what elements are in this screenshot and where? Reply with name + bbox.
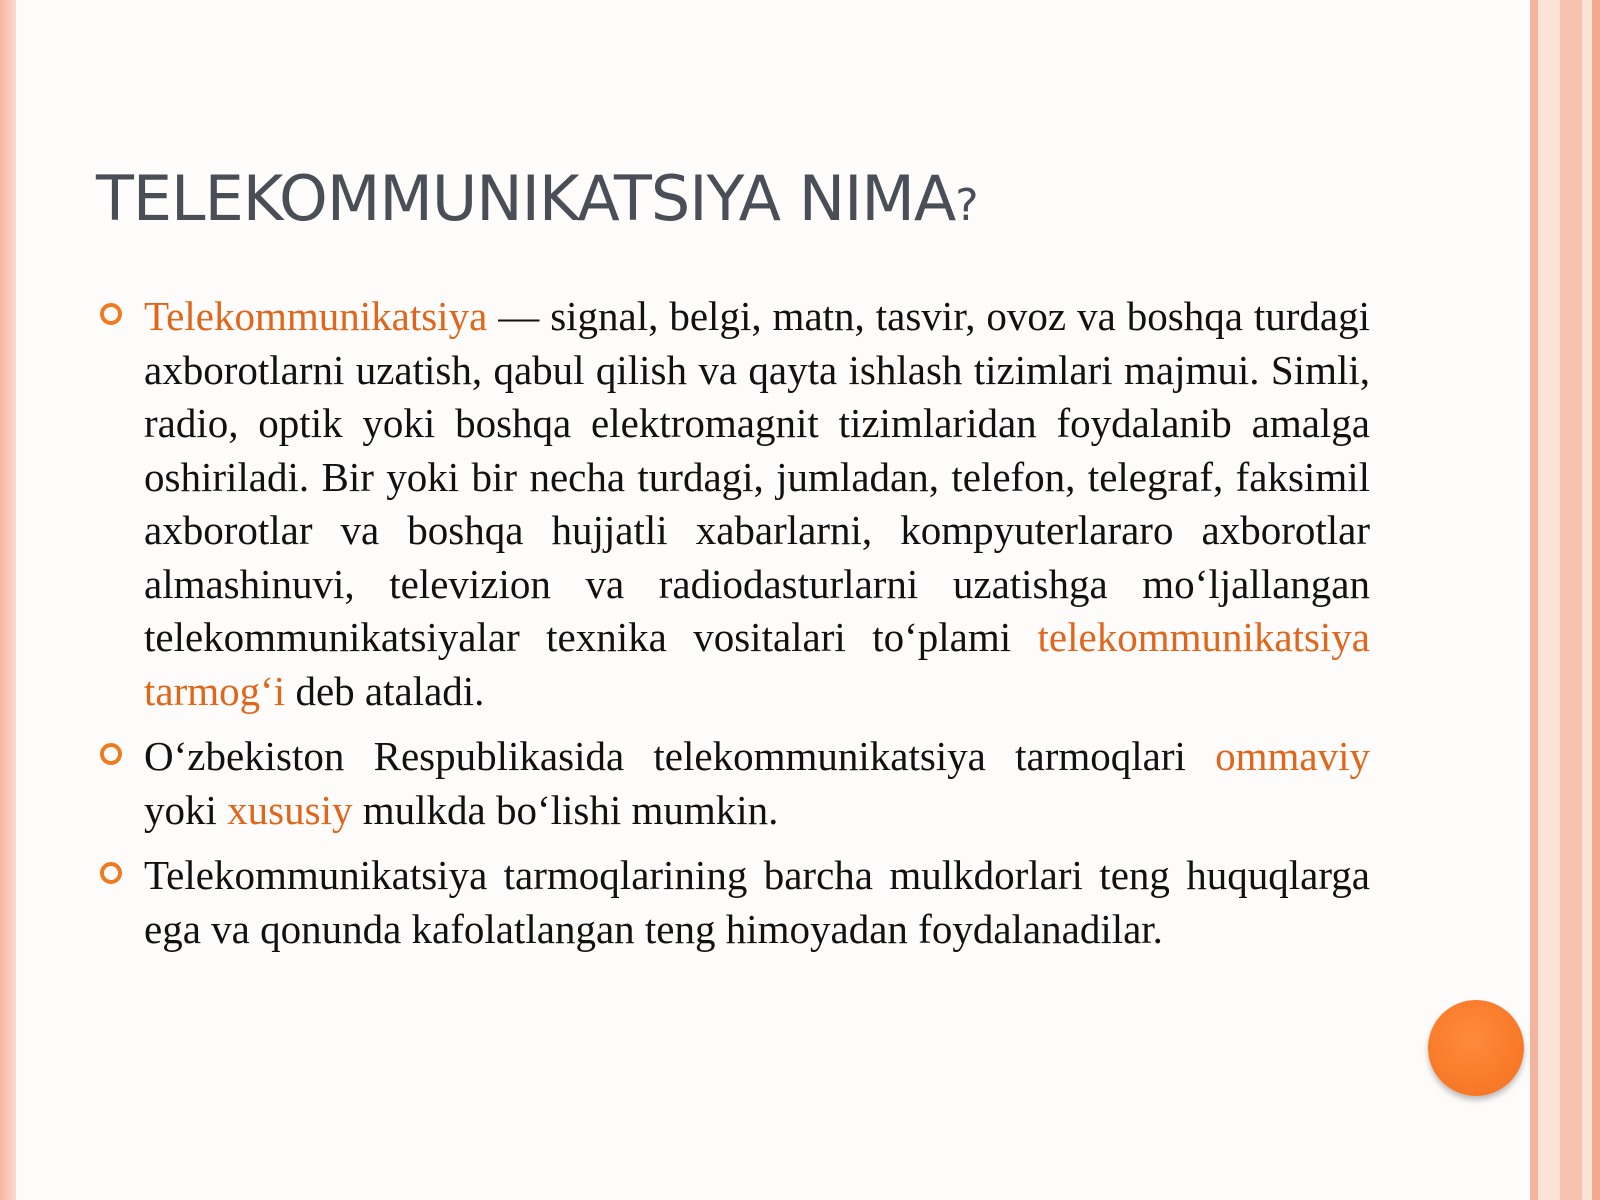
left-decorative-stripe: [0, 0, 16, 1200]
bullet-item-ownership: [98, 730, 1370, 837]
orange-circle-decoration: [1428, 1000, 1524, 1096]
bullet-item-definition: [98, 290, 1370, 718]
slide-content: [98, 290, 1370, 968]
bullet-circle-icon: [100, 862, 122, 884]
bullet-circle-icon: [100, 303, 122, 325]
bullet-text: yoki: [144, 786, 228, 833]
bullet-item-rights: [98, 849, 1370, 956]
bullet-circle-icon: [100, 743, 122, 765]
right-decorative-line: [1560, 0, 1582, 1200]
slide-title-text: TELEKOMMUNIKATSIYA NIMA: [96, 162, 956, 235]
bullet-text: — signal, belgi, matn, tasvir, ovoz va boshqa turdagi axborotlarni uzatish, qabul qilish va qayta ishlash tizimlari majmui. Simli, radio, optik yoki boshqa elektromagnit tizimlaridan foydalanib amalga oshiriladi. Bir yoki bir necha turdagi, jumladan, telefon, telegraf, faksimil axborotlar va boshqa hujjatli xabarlarni, kompyuterlararo axborotlar almashinuvi, televizion va radiodasturlarni uzatishga mo‘ljallangan telekommunikatsiyalar texnika vositalari to‘plami: [144, 293, 1370, 660]
highlighted-term: ommaviy: [1215, 733, 1370, 779]
right-decorative-line: [1592, 0, 1600, 1200]
highlighted-term: xususiy: [227, 786, 353, 833]
right-decorative-line: [1530, 0, 1538, 1200]
slide-title: [96, 162, 978, 235]
highlighted-term: telekommunikatsiya tarmog‘i: [144, 614, 1370, 714]
bullet-text: mulkda bo‘lishi mumkin.: [352, 786, 779, 833]
highlighted-term: Telekommunikatsiya: [144, 293, 488, 339]
slide-title-question-mark: ?: [955, 180, 978, 231]
bullet-text: Telekommunikatsiya tarmoqlarining barcha mulkdorlari teng huquqlarga ega va qonunda kafolatlangan teng himoyadan foydalanadilar.: [144, 852, 1370, 952]
bullet-text: O‘zbekiston Respublikasida telekommunikatsiya tarmoqlari: [144, 733, 1216, 779]
bullet-text: deb ataladi.: [285, 667, 485, 714]
